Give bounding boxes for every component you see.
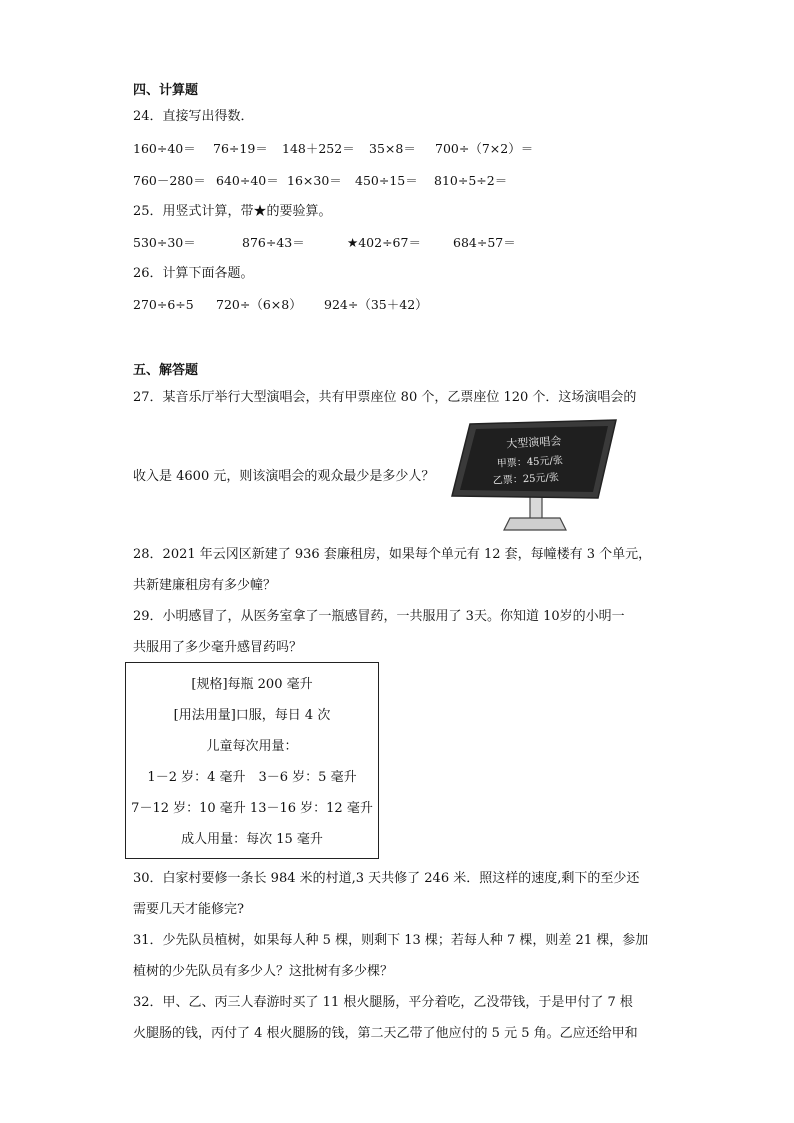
expression: 640÷40＝ (216, 173, 279, 188)
expression: 450÷15＝ (355, 173, 418, 188)
question-26: 26．计算下面各题。 (133, 266, 254, 281)
medicine-spec-box (125, 662, 379, 859)
question-32-line-1: 32．甲、乙、丙三人春游时买了 11 根火腿肠，平分着吃，乙没带钱，于是甲付了 7 根 (133, 995, 633, 1010)
question-31-line-2: 植树的少先队员有多少人？这批树有多少棵？ (133, 964, 394, 979)
expression: 684÷57＝ (453, 235, 516, 250)
question-28-line-1: 28．2021 年云冈区新建了 936 套廉租房，如果每个单元有 12 套，每幢楼有 3 个单元， (133, 547, 652, 562)
expression: 530÷30＝ (133, 235, 196, 250)
spec-line: 7－12 岁：10 毫升 13－16 岁：12 毫升 (131, 801, 373, 816)
spec-line: 儿童每次用量： (206, 739, 298, 754)
question-29-line-2: 共服用了多少毫升感冒药吗？ (133, 640, 303, 655)
question-27-line-2: 收入是 4600 元，则该演唱会的观众最少是多少人？ (133, 469, 435, 484)
question-31-line-1: 31．少先队员植树，如果每人种 5 棵，则剩下 13 棵；若每人种 7 棵，则差 21 棵，参加 (133, 933, 649, 948)
spec-line: [规格]每瓶 200 毫升 (191, 677, 313, 692)
question-32-line-2: 火腿肠的钱，丙付了 4 根火腿肠的钱，第二天乙带了他应付的 5 元 5 角。乙应还给甲和 (133, 1026, 638, 1041)
question-25: 25．用竖式计算，带★的要验算。 (133, 204, 332, 219)
spec-line: 成人用量：每次 15 毫升 (181, 832, 323, 847)
sign-title: 大型演唱会 (506, 434, 562, 451)
sign-price-1: 甲票：45元/张 (496, 455, 564, 470)
expression: 924÷（35＋42） (324, 297, 428, 312)
concert-sign-image (448, 418, 624, 538)
expression: 270÷6÷5 (133, 297, 194, 312)
expression: 35×8＝ (369, 141, 416, 156)
expression: ★402÷67＝ (347, 235, 421, 250)
expression: 16×30＝ (287, 173, 342, 188)
question-27-line-1: 27．某音乐厅举行大型演唱会，共有甲票座位 80 个，乙票座位 120 个．这场演唱会的 (133, 390, 637, 405)
spec-line: 1－2 岁：4 毫升 3－6 岁：5 毫升 (147, 770, 357, 785)
sign-price-2: 乙票：25元/张 (492, 472, 560, 487)
expression: 700÷（7×2）＝ (435, 141, 534, 156)
section-5-heading: 五、解答题 (133, 363, 199, 378)
question-28-line-2: 共新建廉租房有多少幢？ (133, 578, 277, 593)
expression: 720÷（6×8） (216, 297, 302, 312)
question-24: 24．直接写出得数． (133, 109, 254, 124)
question-30-line-2: 需要几天才能修完? (133, 902, 244, 917)
expression: 810÷5÷2＝ (434, 173, 508, 188)
expression: 160÷40＝ (133, 141, 196, 156)
expression: 876÷43＝ (242, 235, 305, 250)
expression: 760－280＝ (133, 173, 206, 188)
question-30-line-1: 30．白家村要修一条长 984 米的村道,3 天共修了 246 米．照这样的速度,剩下的至少还 (133, 871, 640, 886)
section-4-heading: 四、计算题 (133, 83, 199, 98)
spec-line: [用法用量]口服，每日 4 次 (173, 708, 331, 723)
expression: 76÷19＝ (213, 141, 268, 156)
expression: 148＋252＝ (282, 141, 355, 156)
question-29-line-1: 29．小明感冒了，从医务室拿了一瓶感冒药，一共服用了 3天。你知道 10岁的小明一 (133, 609, 625, 624)
